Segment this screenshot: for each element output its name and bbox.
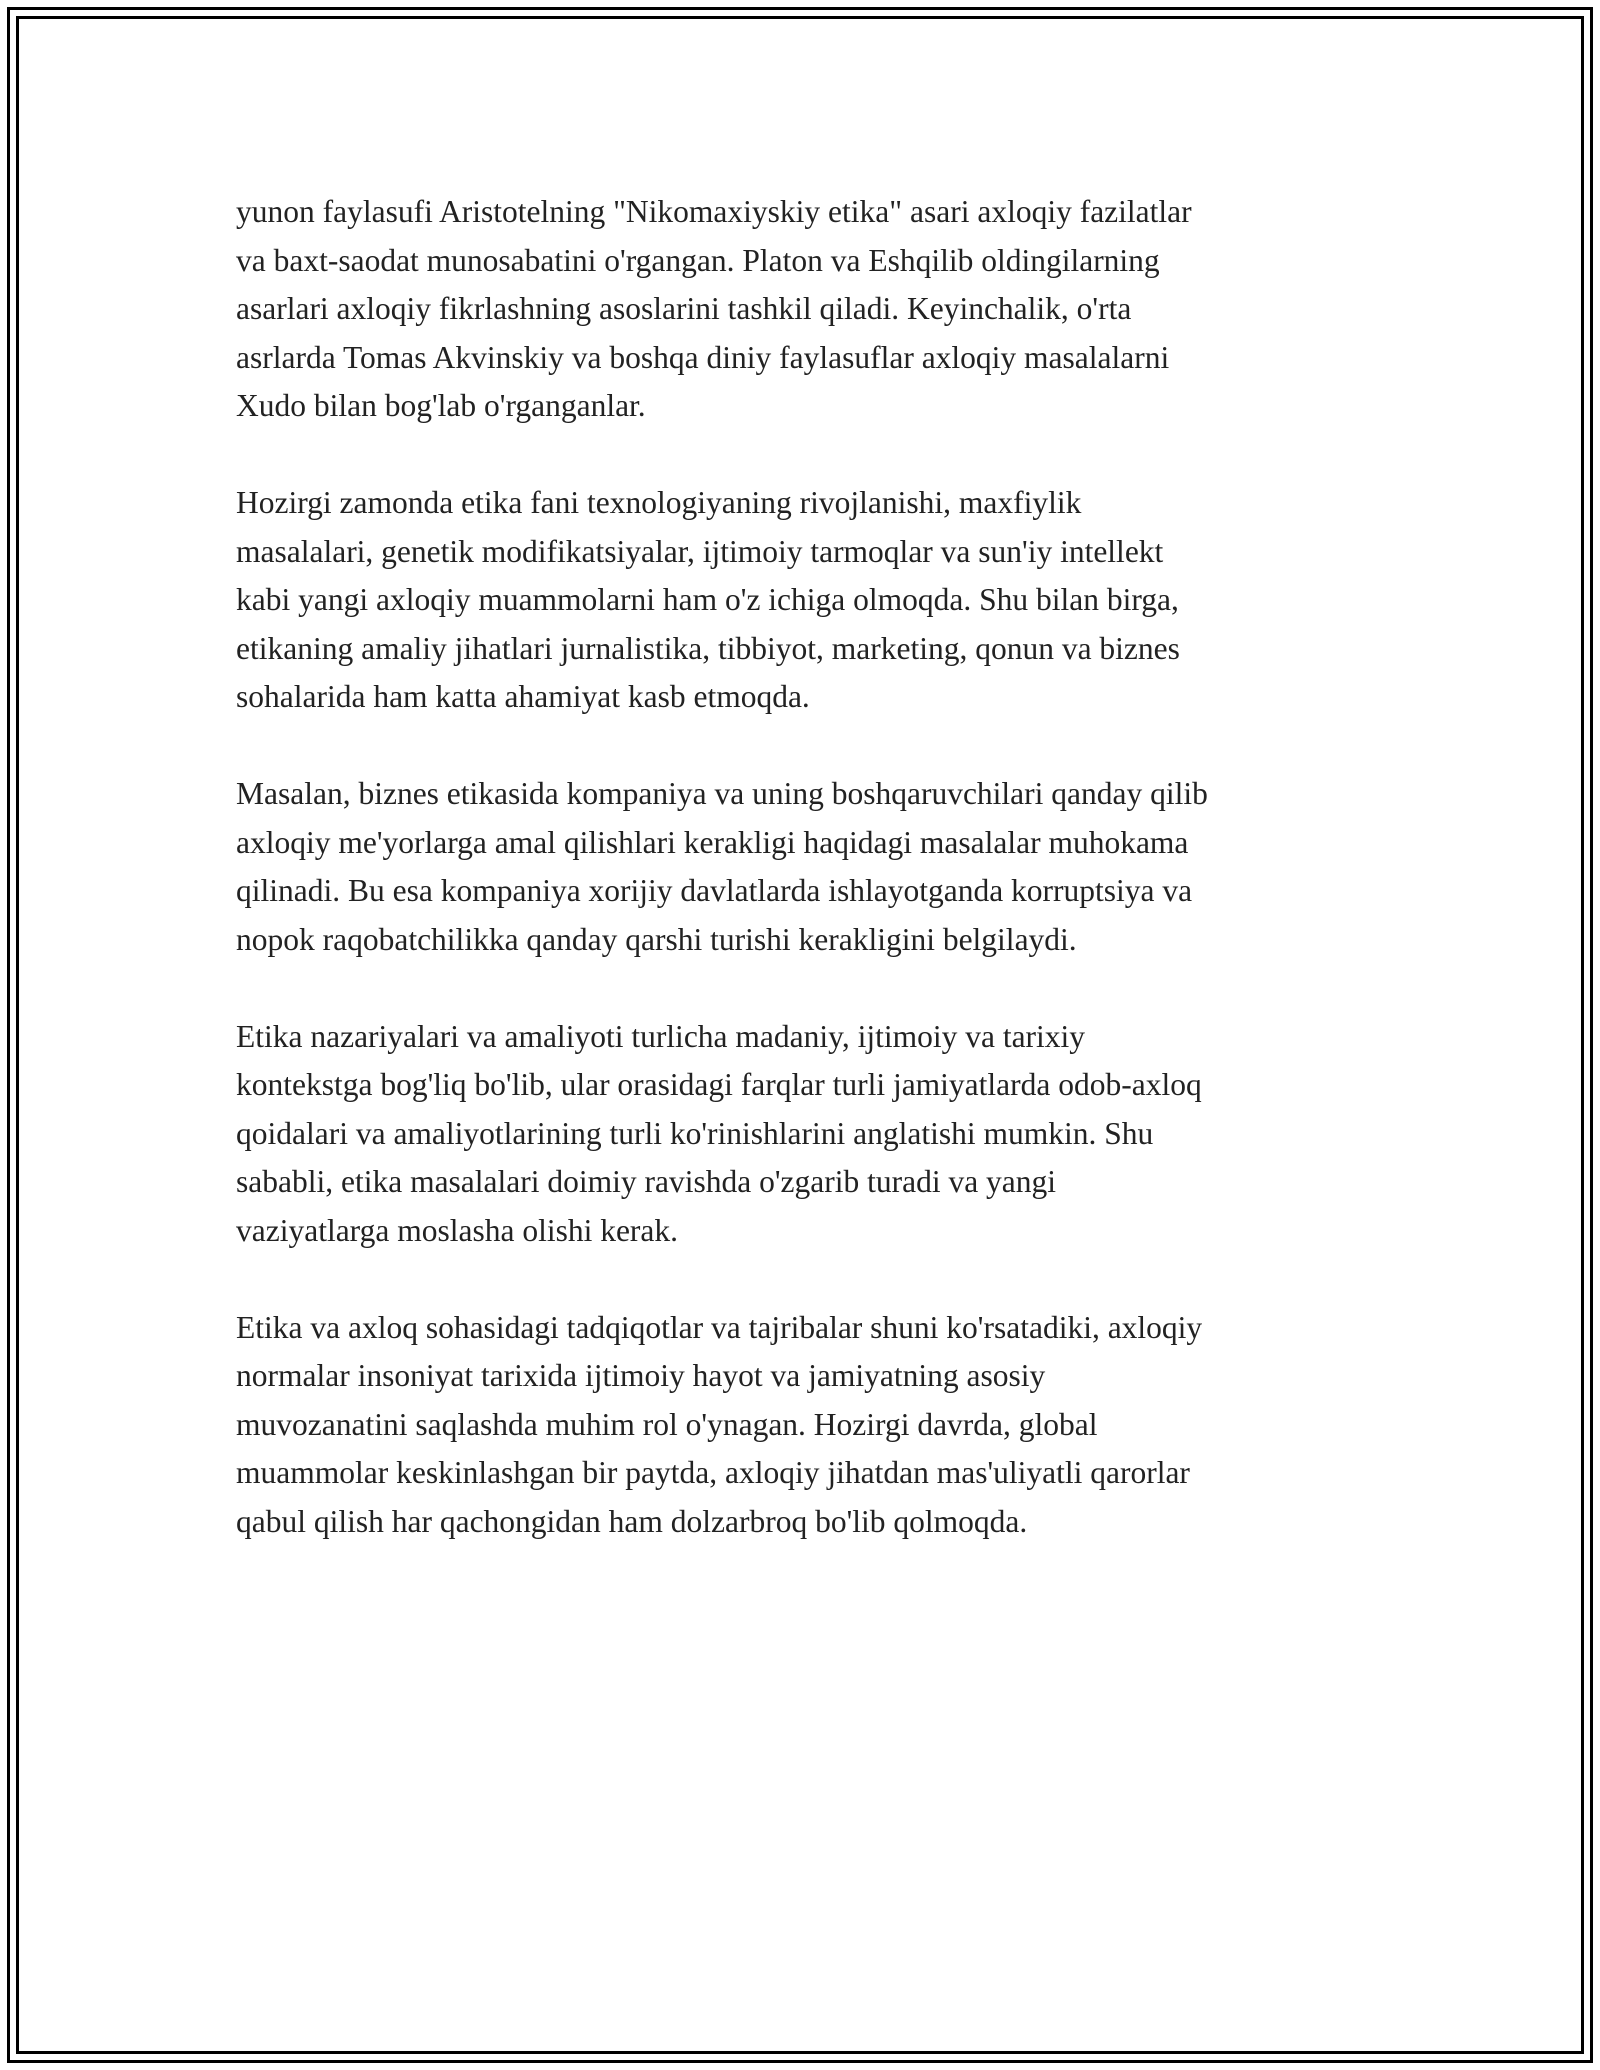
text-line: sohalarida ham katta ahamiyat kasb etmoqda. [236,679,810,714]
text-line: nopok raqobatchilikka qanday qarshi turishi kerakligini belgilaydi. [236,921,1077,957]
document-body [236,188,1386,1595]
text-line: normalar insoniyat tarixida ijtimoiy hayot va jamiyatning asosiy [236,1358,1046,1393]
text-line: etikaning amaliy jihatlari jurnalistika, tibbiyot, marketing, qonun va biznes [236,630,1180,666]
text-line: Etika nazariyalari va amaliyoti turlicha madaniy, ijtimoiy va tarixiy [236,1018,1086,1054]
text-line: Xudo bilan bog'lab o'rganganlar. [236,388,646,423]
paragraph-3 [236,770,1386,964]
text-line: vaziyatlarga moslasha olishi kerak. [236,1212,679,1248]
paragraph-2 [236,479,1386,722]
paragraph-5 [236,1304,1386,1547]
text-line: sababli, etika masalalari doimiy ravishda o'zgarib turadi va yangi [236,1164,1057,1199]
text-line: kabi yangi axloqiy muammolarni ham o'z ichiga olmoqda. Shu bilan birga, [236,582,1179,617]
paragraph-1 [236,188,1386,431]
text-line: Masalan, biznes etikasida kompaniya va uning boshqaruvchilari qanday qilib [236,776,1208,811]
paragraph-4 [236,1013,1386,1256]
text-line: qabul qilish har qachongidan ham dolzarbroq bo'lib qolmoqda. [236,1503,1028,1539]
text-line: asrlarda Tomas Akvinskiy va boshqa diniy faylasuflar axloqiy masalalarni [236,339,1170,375]
text-line: muvozanatini saqlashda muhim rol o'ynagan. Hozirgi davrda, global [236,1406,1098,1442]
text-line: kontekstga bog'liq bo'lib, ular orasidagi farqlar turli jamiyatlarda odob-axloq [236,1067,1202,1102]
text-line: Etika va axloq sohasidagi tadqiqotlar va tajribalar shuni ko'rsatadiki, axloqiy [236,1309,1203,1345]
text-line: axloqiy me'yorlarga amal qilishlari kerakligi haqidagi masalalar muhokama [236,824,1189,860]
text-line: masalalari, genetik modifikatsiyalar, ijtimoiy tarmoqlar va sun'iy intellekt [236,533,1164,569]
text-line: qoidalari va amaliyotlarining turli ko'rinishlarini anglatishi mumkin. Shu [236,1115,1154,1151]
text-line: va baxt-saodat munosabatini o'rgangan. Platon va Eshqilib oldingilarning [236,242,1160,278]
text-line: Hozirgi zamonda etika fani texnologiyaning rivojlanishi, maxfiylik [236,485,1082,520]
text-line: muammolar keskinlashgan bir paytda, axloqiy jihatdan mas'uliyatli qarorlar [236,1455,1190,1490]
text-line: asarlari axloqiy fikrlashning asoslarini tashkil qiladi. Keyinchalik, o'rta [236,291,1132,326]
text-line: yunon faylasufi Aristotelning "Nikomaxiyskiy etika" asari axloqiy fazilatlar [236,194,1192,229]
text-line: qilinadi. Bu esa kompaniya xorijiy davlatlarda ishlayotganda korruptsiya va [236,873,1193,908]
